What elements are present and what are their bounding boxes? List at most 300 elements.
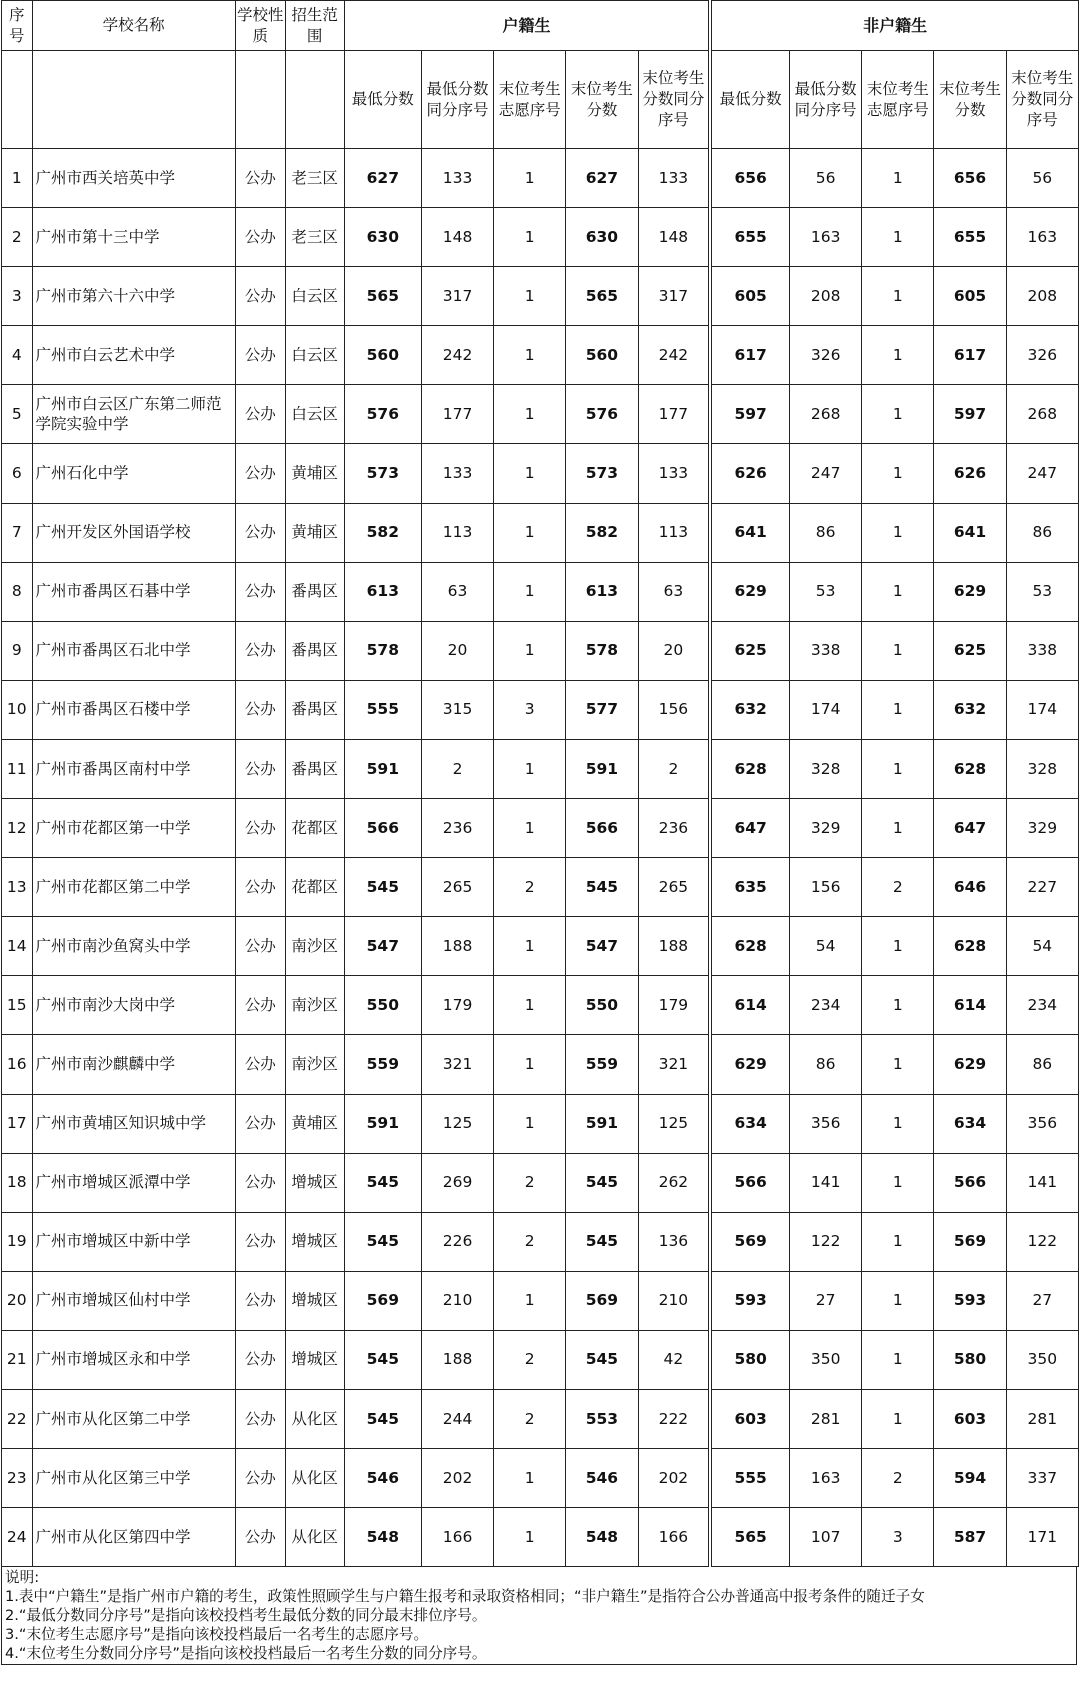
blank-header-cell — [32, 51, 235, 149]
local-last-score-rank: 166 — [638, 1508, 710, 1567]
local-last-score: 565 — [566, 267, 638, 326]
local-min-score-rank: 133 — [421, 444, 493, 503]
nonlocal-min-score-rank: 268 — [790, 385, 862, 444]
local-last-score-rank: 262 — [638, 1153, 710, 1212]
nonlocal-min-score: 635 — [710, 858, 789, 917]
row-seq: 16 — [2, 1035, 33, 1094]
local-last-score: 559 — [566, 1035, 638, 1094]
nonlocal-last-score: 605 — [934, 267, 1006, 326]
nonlocal-last-score-rank: 268 — [1006, 385, 1078, 444]
local-last-score-rank: 113 — [638, 503, 710, 562]
local-last-choice: 2 — [494, 858, 566, 917]
nonlocal-last-score: 625 — [934, 621, 1006, 680]
nonlocal-min-score: 565 — [710, 1508, 789, 1567]
nonlocal-last-score: 656 — [934, 149, 1006, 208]
local-min-score: 630 — [344, 208, 421, 267]
row-school-name: 广州市西关培英中学 — [32, 149, 235, 208]
row-school-type: 公办 — [235, 1508, 285, 1567]
local-last-score: 545 — [566, 1330, 638, 1389]
nonlocal-last-choice: 1 — [862, 1035, 934, 1094]
nonlocal-last-choice: 1 — [862, 680, 934, 739]
nonlocal-min-score-rank: 356 — [790, 1094, 862, 1153]
nonlocal-last-choice: 1 — [862, 1389, 934, 1448]
row-school-type: 公办 — [235, 1449, 285, 1508]
local-last-score-rank: 136 — [638, 1212, 710, 1271]
row-school-name: 广州市从化区第四中学 — [32, 1508, 235, 1567]
local-last-score-rank: 148 — [638, 208, 710, 267]
nonlocal-min-score-rank: 141 — [790, 1153, 862, 1212]
table-row — [2, 562, 1079, 621]
nonlocal-last-score: 629 — [934, 562, 1006, 621]
row-school-type: 公办 — [235, 1271, 285, 1330]
col-school-name-header: 学校名称 — [32, 1, 235, 51]
nonlocal-min-score: 655 — [710, 208, 789, 267]
nonlocal-min-score-rank: 338 — [790, 621, 862, 680]
nonlocal-last-score-rank: 171 — [1006, 1508, 1078, 1567]
row-scope: 花都区 — [285, 799, 344, 858]
local-min-score: 627 — [344, 149, 421, 208]
nonlocal-min-score: 555 — [710, 1449, 789, 1508]
nonlocal-last-score-rank: 86 — [1006, 1035, 1078, 1094]
row-scope: 黄埔区 — [285, 503, 344, 562]
local-min-score: 545 — [344, 1212, 421, 1271]
nonlocal-last-score: 569 — [934, 1212, 1006, 1271]
local-min-score-rank: 188 — [421, 917, 493, 976]
nonlocal-min-score-rank: 56 — [790, 149, 862, 208]
nonlocal-min-score: 629 — [710, 562, 789, 621]
local-min-score: 613 — [344, 562, 421, 621]
local-min-score: 560 — [344, 326, 421, 385]
col-school-type-header: 学校性质 — [235, 1, 285, 51]
row-seq: 17 — [2, 1094, 33, 1153]
nonlocal-min-score-rank: 156 — [790, 858, 862, 917]
nonlocal-min-score: 628 — [710, 739, 789, 798]
nonlocal-last-score-rank: 141 — [1006, 1153, 1078, 1212]
nonlocal-min-score: 569 — [710, 1212, 789, 1271]
nonlocal-last-score-header: 末位考生分数 — [934, 51, 1006, 149]
nonlocal-last-score-rank: 326 — [1006, 326, 1078, 385]
local-last-score-rank: 242 — [638, 326, 710, 385]
local-last-score-rank: 177 — [638, 385, 710, 444]
nonlocal-min-score: 617 — [710, 326, 789, 385]
local-last-choice: 1 — [494, 503, 566, 562]
nonlocal-last-choice: 1 — [862, 621, 934, 680]
local-last-score-rank: 179 — [638, 976, 710, 1035]
local-last-choice: 1 — [494, 799, 566, 858]
local-last-choice: 1 — [494, 1271, 566, 1330]
nonlocal-last-score: 614 — [934, 976, 1006, 1035]
nonlocal-min-score-header: 最低分数 — [710, 51, 789, 149]
row-seq: 6 — [2, 444, 33, 503]
admission-score-table — [1, 0, 1079, 1567]
nonlocal-last-score: 634 — [934, 1094, 1006, 1153]
nonlocal-min-score: 634 — [710, 1094, 789, 1153]
row-school-name: 广州市番禺区南村中学 — [32, 739, 235, 798]
nonlocal-min-score-rank: 281 — [790, 1389, 862, 1448]
local-min-score: 566 — [344, 799, 421, 858]
row-seq: 22 — [2, 1389, 33, 1448]
nonlocal-last-score-rank: 56 — [1006, 149, 1078, 208]
nonlocal-last-score: 655 — [934, 208, 1006, 267]
blank-header-cell — [235, 51, 285, 149]
row-seq: 2 — [2, 208, 33, 267]
local-last-score: 545 — [566, 858, 638, 917]
row-seq: 7 — [2, 503, 33, 562]
nonlocal-min-score-rank: 208 — [790, 267, 862, 326]
nonlocal-last-score-rank: 54 — [1006, 917, 1078, 976]
nonlocal-min-score-rank: 53 — [790, 562, 862, 621]
row-school-type: 公办 — [235, 976, 285, 1035]
local-last-choice: 2 — [494, 1330, 566, 1389]
row-seq: 14 — [2, 917, 33, 976]
row-school-name: 广州市第十三中学 — [32, 208, 235, 267]
row-scope: 黄埔区 — [285, 444, 344, 503]
local-min-score-rank: 202 — [421, 1449, 493, 1508]
local-last-score-rank: 222 — [638, 1389, 710, 1448]
row-school-type: 公办 — [235, 1094, 285, 1153]
nonlocal-min-score: 593 — [710, 1271, 789, 1330]
nonlocal-last-score-rank: 163 — [1006, 208, 1078, 267]
local-min-score: 576 — [344, 385, 421, 444]
local-min-score: 545 — [344, 858, 421, 917]
row-school-name: 广州市南沙大岗中学 — [32, 976, 235, 1035]
local-min-score-rank: 177 — [421, 385, 493, 444]
local-min-score-rank: 242 — [421, 326, 493, 385]
local-last-score-rank-header: 末位考生分数同分序号 — [638, 51, 710, 149]
nonlocal-last-score: 632 — [934, 680, 1006, 739]
table-row — [2, 326, 1079, 385]
nonlocal-min-score-rank: 54 — [790, 917, 862, 976]
local-min-score: 591 — [344, 739, 421, 798]
row-seq: 15 — [2, 976, 33, 1035]
row-school-type: 公办 — [235, 858, 285, 917]
local-min-score-rank: 133 — [421, 149, 493, 208]
table-row — [2, 799, 1079, 858]
local-last-score-rank: 317 — [638, 267, 710, 326]
row-school-name: 广州市番禺区石楼中学 — [32, 680, 235, 739]
nonlocal-last-score-rank: 122 — [1006, 1212, 1078, 1271]
nonlocal-last-score-rank: 356 — [1006, 1094, 1078, 1153]
nonlocal-min-score: 628 — [710, 917, 789, 976]
blank-header-cell — [2, 51, 33, 149]
table-row — [2, 680, 1079, 739]
blank-header-cell — [285, 51, 344, 149]
local-last-choice: 1 — [494, 976, 566, 1035]
nonlocal-last-score-rank: 338 — [1006, 621, 1078, 680]
local-last-choice: 1 — [494, 739, 566, 798]
local-last-score-rank: 321 — [638, 1035, 710, 1094]
nonlocal-last-choice: 1 — [862, 917, 934, 976]
local-last-score-rank: 2 — [638, 739, 710, 798]
row-scope: 老三区 — [285, 149, 344, 208]
row-scope: 老三区 — [285, 208, 344, 267]
row-seq: 8 — [2, 562, 33, 621]
note-item: 4.“末位考生分数同分序号”是指向该校投档最后一名考生分数的同分序号。 — [5, 1645, 487, 1663]
local-min-score: 578 — [344, 621, 421, 680]
notes-title: 说明: — [5, 1569, 40, 1587]
local-last-choice: 1 — [494, 444, 566, 503]
local-last-score: 582 — [566, 503, 638, 562]
local-last-score: 550 — [566, 976, 638, 1035]
row-school-type: 公办 — [235, 385, 285, 444]
nonlocal-last-score: 646 — [934, 858, 1006, 917]
row-school-type: 公办 — [235, 267, 285, 326]
local-last-score: 553 — [566, 1389, 638, 1448]
local-min-score: 573 — [344, 444, 421, 503]
nonlocal-last-score-rank-header: 末位考生分数同分序号 — [1006, 51, 1078, 149]
local-last-score: 546 — [566, 1449, 638, 1508]
col-scope-header: 招生范围 — [285, 1, 344, 51]
local-min-score: 548 — [344, 1508, 421, 1567]
local-min-score: 547 — [344, 917, 421, 976]
nonlocal-last-score: 597 — [934, 385, 1006, 444]
nonlocal-last-choice: 1 — [862, 149, 934, 208]
nonlocal-last-choice: 1 — [862, 1153, 934, 1212]
nonlocal-last-score-rank: 174 — [1006, 680, 1078, 739]
row-seq: 10 — [2, 680, 33, 739]
row-school-type: 公办 — [235, 149, 285, 208]
row-scope: 花都区 — [285, 858, 344, 917]
local-last-score: 569 — [566, 1271, 638, 1330]
local-last-score-rank: 20 — [638, 621, 710, 680]
row-school-type: 公办 — [235, 1153, 285, 1212]
nonlocal-min-score: 597 — [710, 385, 789, 444]
nonlocal-last-score: 603 — [934, 1389, 1006, 1448]
row-school-type: 公办 — [235, 739, 285, 798]
nonlocal-last-score-rank: 328 — [1006, 739, 1078, 798]
header-row-groups — [2, 1, 1079, 51]
local-min-score-rank-header: 最低分数同分序号 — [421, 51, 493, 149]
row-scope: 白云区 — [285, 267, 344, 326]
nonlocal-min-score-rank: 350 — [790, 1330, 862, 1389]
row-scope: 黄埔区 — [285, 1094, 344, 1153]
local-min-score: 546 — [344, 1449, 421, 1508]
local-min-score: 569 — [344, 1271, 421, 1330]
nonlocal-min-score-rank-header: 最低分数同分序号 — [790, 51, 862, 149]
local-min-score: 550 — [344, 976, 421, 1035]
nonlocal-last-choice: 1 — [862, 503, 934, 562]
row-school-name: 广州市增城区派潭中学 — [32, 1153, 235, 1212]
row-scope: 从化区 — [285, 1508, 344, 1567]
local-last-choice: 1 — [494, 326, 566, 385]
nonlocal-last-score: 628 — [934, 917, 1006, 976]
local-last-score: 545 — [566, 1212, 638, 1271]
row-seq: 11 — [2, 739, 33, 798]
local-last-choice: 1 — [494, 208, 566, 267]
nonlocal-min-score-rank: 163 — [790, 1449, 862, 1508]
row-school-name: 广州市白云区广东第二师范学院实验中学 — [32, 385, 235, 444]
nonlocal-min-score: 656 — [710, 149, 789, 208]
row-school-type: 公办 — [235, 1389, 285, 1448]
row-scope: 白云区 — [285, 385, 344, 444]
nonlocal-last-score-rank: 27 — [1006, 1271, 1078, 1330]
nonlocal-min-score: 632 — [710, 680, 789, 739]
local-last-score-rank: 210 — [638, 1271, 710, 1330]
local-last-score-rank: 188 — [638, 917, 710, 976]
nonlocal-last-score-rank: 53 — [1006, 562, 1078, 621]
row-school-type: 公办 — [235, 503, 285, 562]
nonlocal-last-choice: 1 — [862, 326, 934, 385]
row-school-name: 广州市黄埔区知识城中学 — [32, 1094, 235, 1153]
nonlocal-min-score: 614 — [710, 976, 789, 1035]
nonlocal-min-score-rank: 326 — [790, 326, 862, 385]
row-school-name: 广州市花都区第二中学 — [32, 858, 235, 917]
local-min-score: 545 — [344, 1153, 421, 1212]
row-school-type: 公办 — [235, 799, 285, 858]
nonlocal-last-score: 617 — [934, 326, 1006, 385]
local-min-score-rank: 125 — [421, 1094, 493, 1153]
nonlocal-last-choice: 1 — [862, 739, 934, 798]
nonlocal-last-score: 647 — [934, 799, 1006, 858]
nonlocal-last-score-rank: 329 — [1006, 799, 1078, 858]
local-min-score: 559 — [344, 1035, 421, 1094]
local-min-score-rank: 63 — [421, 562, 493, 621]
local-min-score-rank: 2 — [421, 739, 493, 798]
local-last-choice: 1 — [494, 562, 566, 621]
local-min-score: 565 — [344, 267, 421, 326]
local-last-score: 591 — [566, 739, 638, 798]
nonlocal-min-score: 625 — [710, 621, 789, 680]
local-last-score-rank: 133 — [638, 149, 710, 208]
row-scope: 番禺区 — [285, 562, 344, 621]
nonlocal-min-score: 605 — [710, 267, 789, 326]
nonlocal-last-score-rank: 247 — [1006, 444, 1078, 503]
local-min-score-rank: 226 — [421, 1212, 493, 1271]
nonlocal-last-choice-header: 末位考生志愿序号 — [862, 51, 934, 149]
nonlocal-min-score-rank: 107 — [790, 1508, 862, 1567]
header-row-subcolumns — [2, 51, 1079, 149]
row-seq: 1 — [2, 149, 33, 208]
nonlocal-min-score-rank: 86 — [790, 503, 862, 562]
row-school-name: 广州市增城区仙村中学 — [32, 1271, 235, 1330]
row-scope: 番禺区 — [285, 621, 344, 680]
nonlocal-last-choice: 1 — [862, 208, 934, 267]
nonlocal-min-score: 566 — [710, 1153, 789, 1212]
local-min-score-rank: 148 — [421, 208, 493, 267]
note-item: 3.“末位考生志愿序号”是指向该校投档最后一名考生的志愿序号。 — [5, 1626, 429, 1644]
local-min-score-rank: 166 — [421, 1508, 493, 1567]
nonlocal-min-score-rank: 122 — [790, 1212, 862, 1271]
local-last-choice: 1 — [494, 1035, 566, 1094]
local-min-score-rank: 244 — [421, 1389, 493, 1448]
row-school-type: 公办 — [235, 326, 285, 385]
row-school-type: 公办 — [235, 917, 285, 976]
nonlocal-last-score: 626 — [934, 444, 1006, 503]
local-min-score-rank: 20 — [421, 621, 493, 680]
nonlocal-last-score-rank: 281 — [1006, 1389, 1078, 1448]
table-row — [2, 444, 1079, 503]
local-last-choice-header: 末位考生志愿序号 — [494, 51, 566, 149]
local-last-choice: 1 — [494, 149, 566, 208]
row-scope: 番禺区 — [285, 739, 344, 798]
notes-section — [1, 1567, 1077, 1665]
row-school-type: 公办 — [235, 1035, 285, 1094]
table-row — [2, 1389, 1079, 1448]
nonlocal-last-score: 594 — [934, 1449, 1006, 1508]
local-last-score-rank: 156 — [638, 680, 710, 739]
local-last-score: 576 — [566, 385, 638, 444]
table-row — [2, 267, 1079, 326]
row-school-name: 广州市白云艺术中学 — [32, 326, 235, 385]
local-last-score: 577 — [566, 680, 638, 739]
row-school-name: 广州市从化区第二中学 — [32, 1389, 235, 1448]
row-seq: 5 — [2, 385, 33, 444]
note-item: 2.“最低分数同分序号”是指向该校投档考生最低分数的同分最末排位序号。 — [5, 1607, 487, 1625]
group-nonlocal-header: 非户籍生 — [710, 1, 1078, 51]
nonlocal-min-score-rank: 27 — [790, 1271, 862, 1330]
nonlocal-min-score-rank: 328 — [790, 739, 862, 798]
table-row — [2, 385, 1079, 444]
local-min-score: 582 — [344, 503, 421, 562]
nonlocal-last-score: 566 — [934, 1153, 1006, 1212]
nonlocal-last-score: 587 — [934, 1508, 1006, 1567]
nonlocal-last-score-rank: 86 — [1006, 503, 1078, 562]
nonlocal-last-score-rank: 337 — [1006, 1449, 1078, 1508]
local-last-score: 627 — [566, 149, 638, 208]
nonlocal-last-choice: 1 — [862, 444, 934, 503]
row-school-name: 广州开发区外国语学校 — [32, 503, 235, 562]
row-school-type: 公办 — [235, 680, 285, 739]
nonlocal-last-score: 580 — [934, 1330, 1006, 1389]
nonlocal-last-choice: 1 — [862, 976, 934, 1035]
local-last-score: 591 — [566, 1094, 638, 1153]
nonlocal-min-score: 647 — [710, 799, 789, 858]
local-last-score: 547 — [566, 917, 638, 976]
table-row — [2, 208, 1079, 267]
table-row — [2, 1212, 1079, 1271]
local-last-score: 548 — [566, 1508, 638, 1567]
table-row — [2, 1094, 1079, 1153]
local-last-score-rank: 133 — [638, 444, 710, 503]
row-school-type: 公办 — [235, 444, 285, 503]
nonlocal-min-score: 580 — [710, 1330, 789, 1389]
table-row — [2, 1035, 1079, 1094]
row-school-name: 广州市番禺区石碁中学 — [32, 562, 235, 621]
table-row — [2, 1508, 1079, 1567]
nonlocal-min-score-rank: 329 — [790, 799, 862, 858]
row-seq: 4 — [2, 326, 33, 385]
local-last-score-header: 末位考生分数 — [566, 51, 638, 149]
nonlocal-min-score-rank: 174 — [790, 680, 862, 739]
table-row — [2, 1330, 1079, 1389]
local-last-choice: 1 — [494, 1508, 566, 1567]
table-body — [2, 149, 1079, 1567]
nonlocal-last-choice: 3 — [862, 1508, 934, 1567]
row-seq: 23 — [2, 1449, 33, 1508]
nonlocal-min-score-rank: 163 — [790, 208, 862, 267]
row-seq: 24 — [2, 1508, 33, 1567]
table-row — [2, 739, 1079, 798]
row-school-type: 公办 — [235, 562, 285, 621]
row-school-type: 公办 — [235, 1212, 285, 1271]
local-last-score: 545 — [566, 1153, 638, 1212]
local-last-score-rank: 42 — [638, 1330, 710, 1389]
table-row — [2, 858, 1079, 917]
table-row — [2, 621, 1079, 680]
col-seq-header: 序号 — [2, 1, 33, 51]
local-min-score-rank: 179 — [421, 976, 493, 1035]
table-row — [2, 917, 1079, 976]
row-scope: 增城区 — [285, 1212, 344, 1271]
nonlocal-min-score: 603 — [710, 1389, 789, 1448]
local-last-choice: 1 — [494, 621, 566, 680]
local-last-score: 578 — [566, 621, 638, 680]
row-school-name: 广州市花都区第一中学 — [32, 799, 235, 858]
nonlocal-last-choice: 2 — [862, 858, 934, 917]
local-min-score-header: 最低分数 — [344, 51, 421, 149]
group-local-header: 户籍生 — [344, 1, 710, 51]
local-min-score-rank: 210 — [421, 1271, 493, 1330]
